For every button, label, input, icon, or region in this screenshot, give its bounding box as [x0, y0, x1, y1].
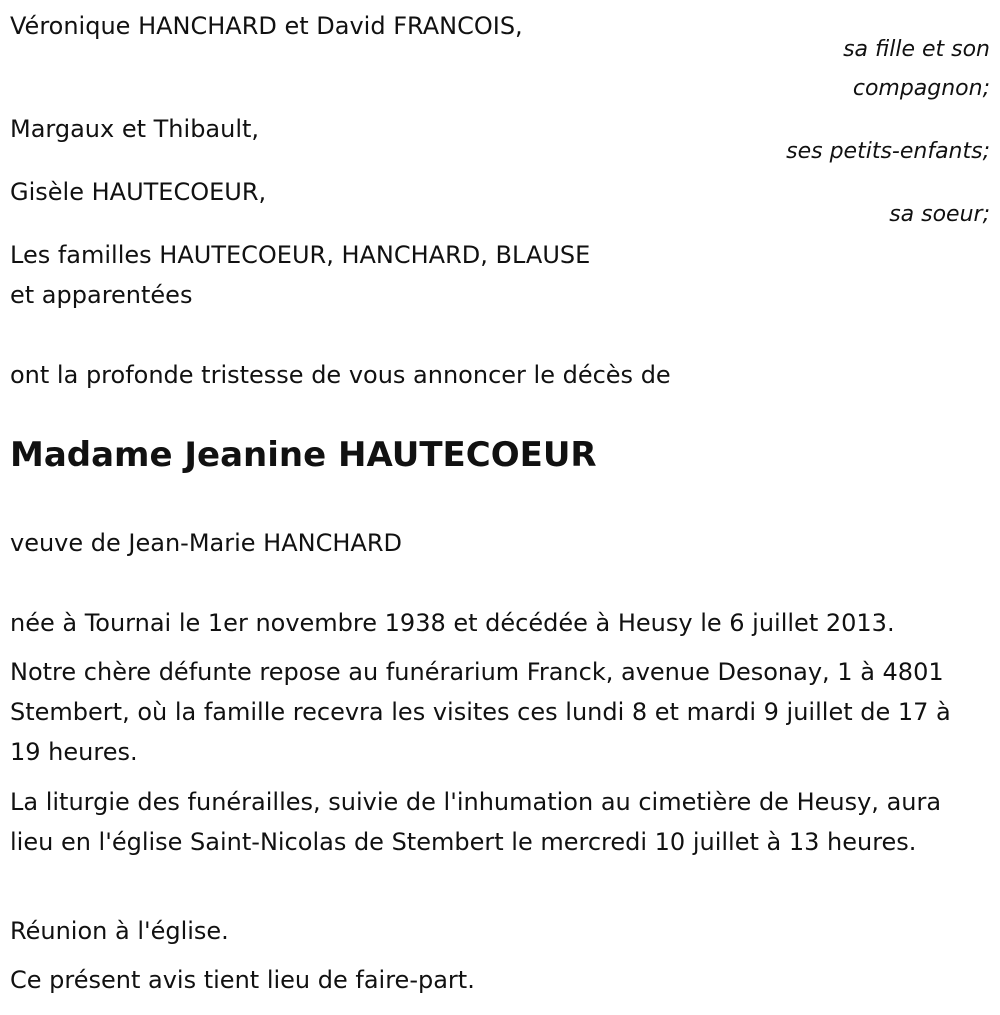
relation-grandchildren: ses petits-enfants; [786, 139, 990, 164]
repose-paragraph: Notre chère défunte repose au funérarium Franck, avenue Desonay, 1 à 4801 Stembert, où la famille recevra les visites ces lundi 8 et mardi 9 juillet de 17 à 19 heures. [10, 658, 951, 766]
mourner-names-daughter: Véronique HANCHARD et David FRANCOIS, [10, 12, 523, 40]
notice-text: Ce présent avis tient lieu de faire-part. [10, 966, 475, 994]
relation-sister: sa soeur; [889, 202, 990, 227]
mourner-names-grandchildren: Margaux et Thibault, [10, 115, 260, 143]
mourner-families-line-1: Les familles HAUTECOEUR, HANCHARD, BLAUSE [10, 241, 591, 269]
meeting-text: Réunion à l'église. [10, 917, 229, 945]
widow-of-text: veuve de Jean-Marie HANCHARD [10, 529, 402, 557]
liturgy-paragraph: La liturgie des funérailles, suivie de l'inhumation au cimetière de Heusy, aura lieu en l'église Saint-Nicolas de Stembert le mercredi 10 juillet à 13 heures. [10, 788, 942, 856]
birth-death-text: née à Tournai le 1er novembre 1938 et décédée à Heusy le 6 juillet 2013. [10, 609, 895, 637]
relation-daughter-line-2: compagnon; [852, 76, 990, 101]
mourner-families-line-2: et apparentées [10, 281, 193, 309]
mourner-names-sister: Gisèle HAUTECOEUR, [10, 178, 267, 206]
announcement-text: ont la profonde tristesse de vous annoncer le décès de [10, 361, 671, 389]
deceased-name: Madame Jeanine HAUTECOEUR [10, 435, 597, 475]
relation-daughter-line-1: sa fille et son [843, 37, 990, 62]
